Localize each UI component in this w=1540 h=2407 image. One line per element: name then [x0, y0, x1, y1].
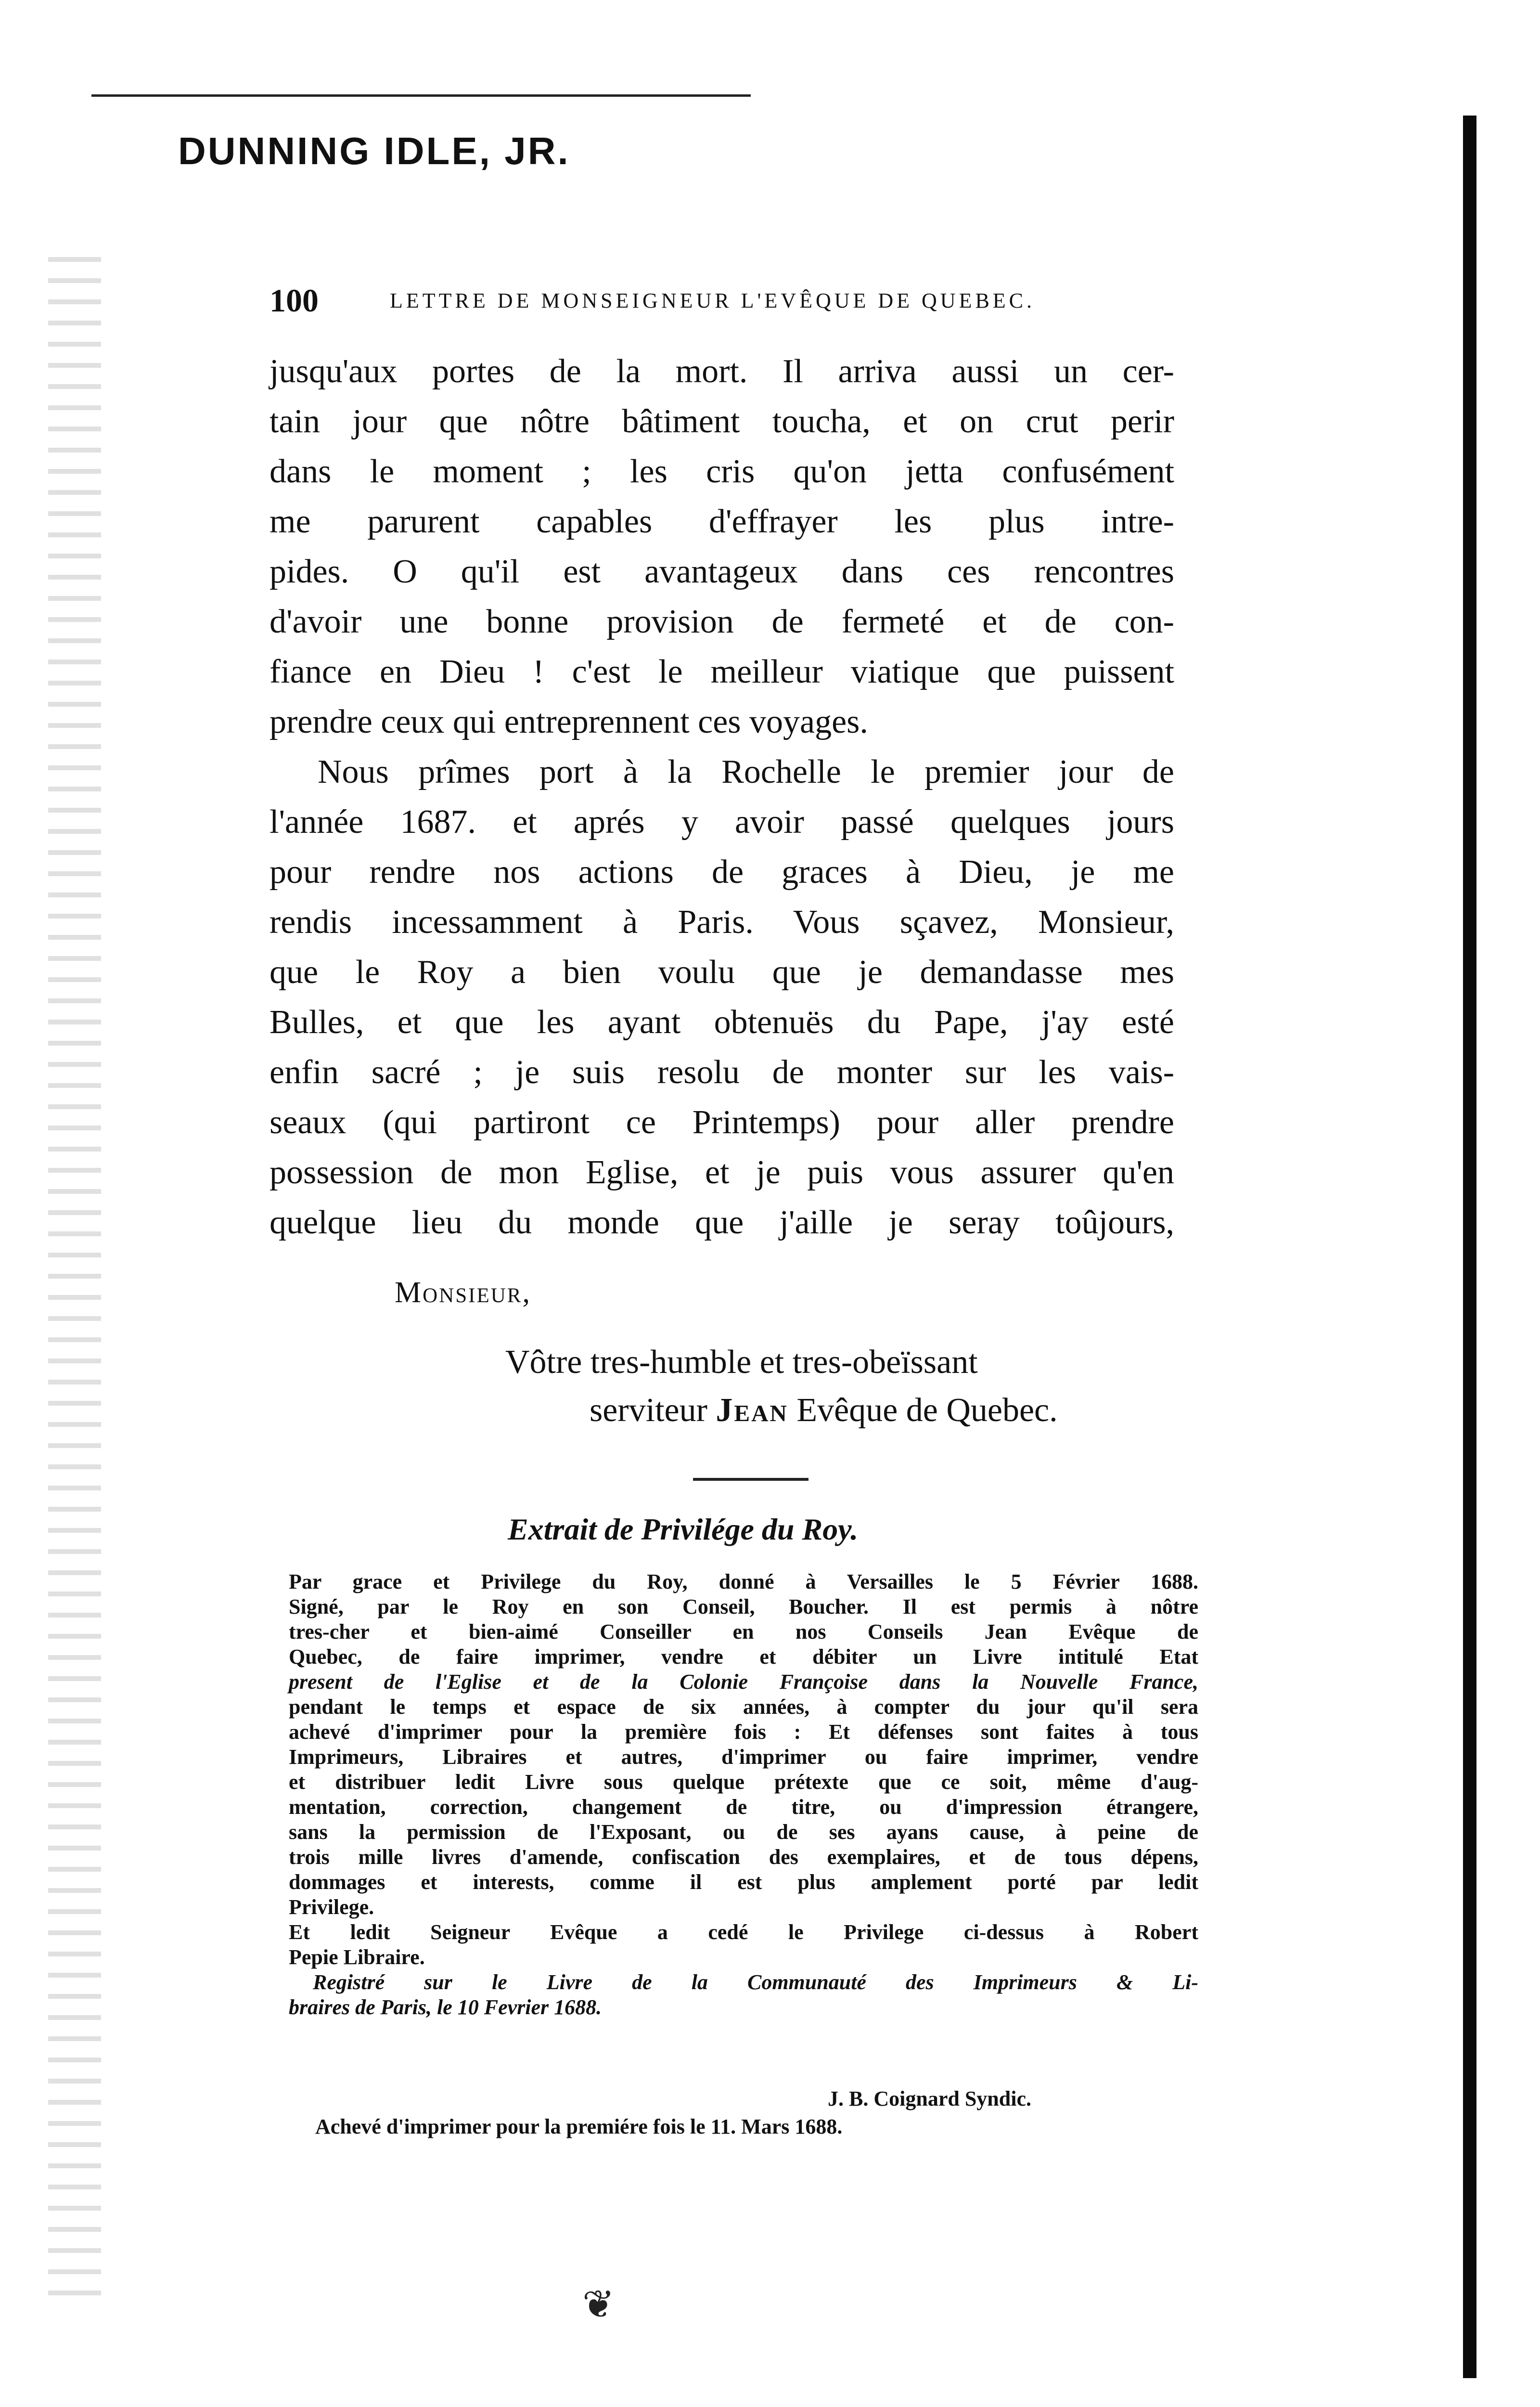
acheve-note: Achevé d'imprimer pour la premiére fois le 11. Mars 1688.	[315, 2115, 843, 2138]
privilege-line: Par grace et Privilege du Roy, donné à Versailles le 5 Février 1688.	[289, 1570, 1198, 1593]
privilege-line: Pepie Libraire.	[289, 1945, 425, 1969]
closing-serviteur: serviteur	[590, 1392, 707, 1429]
text-line: d'avoir une bonne provision de fermeté et de con-	[270, 603, 1174, 640]
text-line: Bulles, et que les ayant obtenuës du Pape, j'ay esté	[270, 1004, 1174, 1041]
text-line: tain jour que nôtre bâtiment toucha, et on crut perir	[270, 403, 1174, 440]
closing-line-2	[590, 1391, 1058, 1430]
privilege-line: achevé d'imprimer pour la première fois : Et défenses sont faites à tous	[289, 1720, 1198, 1744]
page-number: 100	[270, 282, 319, 319]
signer-name: Jean	[716, 1392, 788, 1429]
privilege-line: Registré sur le Livre de la Communauté des Imprimeurs & Li-	[313, 1970, 1198, 1994]
text-line: fiance en Dieu ! c'est le meilleur viatique que puissent	[270, 653, 1174, 690]
privilege-text	[289, 1569, 1198, 2020]
body-text	[270, 347, 1174, 1248]
privilege-line: trois mille livres d'amende, confiscation des exemplaires, et de tous dépens,	[289, 1845, 1198, 1869]
text-line: pides. O qu'il est avantageux dans ces rencontres	[270, 553, 1174, 590]
privilege-line: present de l'Eglise et de la Colonie Françoise dans la Nouvelle France,	[289, 1670, 1198, 1694]
privilege-line: pendant le temps et espace de six années, à compter du jour qu'il sera	[289, 1695, 1198, 1719]
running-head	[270, 282, 1131, 320]
text-line: prendre ceux qui entreprennent ces voyages.	[270, 703, 868, 740]
text-line: seaux (qui partiront ce Printemps) pour aller prendre	[270, 1104, 1174, 1141]
salutation: Monsieur,	[395, 1276, 531, 1309]
paragraph-1	[270, 347, 1174, 747]
privilege-line: mentation, correction, changement de titre, ou d'impression étrangere,	[289, 1795, 1198, 1819]
binding-edge-bar	[1463, 116, 1476, 2378]
privilege-line: tres-cher et bien-aimé Conseiller en nos Conseils Jean Evêque de	[289, 1620, 1198, 1643]
scan-margin-noise	[48, 241, 101, 2311]
text-line: Nous prîmes port à la Rochelle le premier jour de	[318, 753, 1174, 790]
syndic-signature: J. B. Coignard Syndic.	[828, 2087, 1031, 2110]
privilege-line: braires de Paris, le 10 Fevrier 1688.	[289, 1995, 602, 2019]
privilege-line: Imprimeurs, Libraires et autres, d'imprimer ou faire imprimer, vendre	[289, 1745, 1198, 1769]
running-head-title: LETTRE DE MONSEIGNEUR L'EVÊQUE DE QUEBEC.	[390, 289, 1036, 312]
text-line: l'année 1687. et aprés y avoir passé quelques jours	[270, 803, 1174, 841]
text-line: enfin sacré ; je suis resolu de monter sur les vais-	[270, 1054, 1174, 1091]
text-line: rendis incessamment à Paris. Vous sçavez, Monsieur,	[270, 904, 1174, 941]
text-line: dans le moment ; les cris qu'on jetta confusément	[270, 453, 1174, 490]
text-line: quelque lieu du monde que j'aille je seray toûjours,	[270, 1204, 1174, 1241]
library-stamp: DUNNING IDLE, JR.	[178, 129, 570, 172]
paragraph-2	[270, 747, 1174, 1248]
privilege-line: sans la permission de l'Exposant, ou de ses ayans cause, à peine de	[289, 1820, 1198, 1844]
privilege-line: Quebec, de faire imprimer, vendre et débiter un Livre intitulé Etat	[289, 1645, 1198, 1669]
text-line: me parurent capables d'effrayer les plus intre-	[270, 503, 1174, 540]
text-line: possession de mon Eglise, et je puis vous assurer qu'en	[270, 1154, 1174, 1191]
privilege-line: dommages et interests, comme il est plus amplement porté par ledit	[289, 1870, 1198, 1894]
privilege-line: Signé, par le Roy en son Conseil, Boucher. Il est permis à nôtre	[289, 1595, 1198, 1618]
top-rule	[91, 94, 751, 97]
section-divider	[693, 1478, 808, 1481]
closing-line-1: Vôtre tres-humble et tres-obeïssant	[505, 1344, 978, 1381]
privilege-line: et distribuer ledit Livre sous quelque prétexte que ce soit, même d'aug-	[289, 1770, 1198, 1794]
text-line: que le Roy a bien voulu que je demandasse mes	[270, 954, 1174, 991]
privilege-line: Privilege.	[289, 1895, 374, 1919]
privilege-line: Et ledit Seigneur Evêque a cedé le Privilege ci-dessus à Robert	[289, 1920, 1198, 1944]
extract-title: Extrait de Privilége du Roy.	[508, 1512, 859, 1546]
printer-ornament-icon: ❦	[582, 2284, 615, 2326]
signer-title: Evêque de Quebec.	[796, 1392, 1058, 1429]
text-line: pour rendre nos actions de graces à Dieu, je me	[270, 854, 1174, 891]
text-line: jusqu'aux portes de la mort. Il arriva aussi un cer-	[270, 353, 1174, 390]
